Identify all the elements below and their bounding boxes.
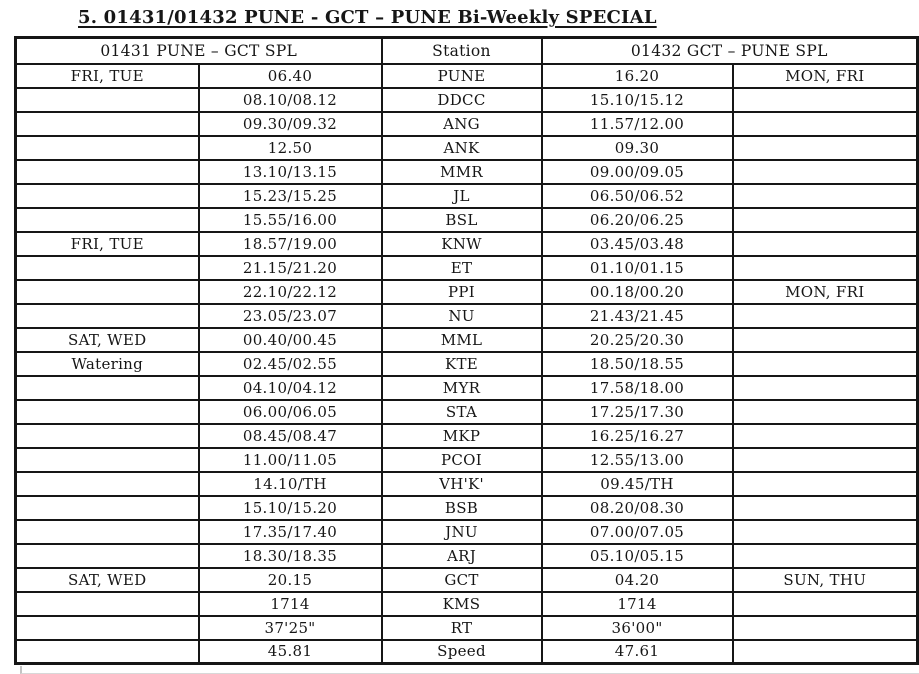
time-up-cell: 06.50/06.52 xyxy=(542,184,733,208)
days-down-cell xyxy=(16,280,199,304)
station-cell: PUNE xyxy=(382,64,542,88)
table-row xyxy=(16,616,918,640)
days-up-cell xyxy=(733,112,918,136)
days-up-cell xyxy=(733,304,918,328)
days-up-cell xyxy=(733,448,918,472)
station-cell: KTE xyxy=(382,352,542,376)
days-down-cell xyxy=(16,256,199,280)
table-row xyxy=(16,400,918,424)
time-up-cell: 09.00/09.05 xyxy=(542,160,733,184)
time-up-cell: 04.20 xyxy=(542,568,733,592)
station-cell: BSL xyxy=(382,208,542,232)
station-cell: STA xyxy=(382,400,542,424)
days-up-cell xyxy=(733,520,918,544)
days-up-cell xyxy=(733,232,918,256)
time-up-cell: 05.10/05.15 xyxy=(542,544,733,568)
days-down-cell xyxy=(16,592,199,616)
time-down-cell: 15.23/15.25 xyxy=(199,184,382,208)
time-down-cell: 08.10/08.12 xyxy=(199,88,382,112)
header-station: Station xyxy=(382,38,542,64)
table-row xyxy=(16,568,918,592)
station-cell: DDCC xyxy=(382,88,542,112)
table-row xyxy=(16,352,918,376)
time-down-cell: 17.35/17.40 xyxy=(199,520,382,544)
days-up-cell xyxy=(733,88,918,112)
station-cell: KNW xyxy=(382,232,542,256)
station-cell: MMR xyxy=(382,160,542,184)
days-up-cell xyxy=(733,400,918,424)
station-cell: VH'K' xyxy=(382,472,542,496)
time-up-cell: 07.00/07.05 xyxy=(542,520,733,544)
station-cell: RT xyxy=(382,616,542,640)
time-down-cell: 09.30/09.32 xyxy=(199,112,382,136)
days-down-cell xyxy=(16,400,199,424)
header-train-up: 01432 GCT – PUNE SPL xyxy=(542,38,918,64)
time-down-cell: 1714 xyxy=(199,592,382,616)
time-down-cell: 06.00/06.05 xyxy=(199,400,382,424)
time-up-cell: 16.20 xyxy=(542,64,733,88)
time-up-cell: 09.30 xyxy=(542,136,733,160)
table-row xyxy=(16,280,918,304)
time-up-cell: 20.25/20.30 xyxy=(542,328,733,352)
station-cell: ARJ xyxy=(382,544,542,568)
days-up-cell xyxy=(733,544,918,568)
time-up-cell: 08.20/08.30 xyxy=(542,496,733,520)
station-cell: NU xyxy=(382,304,542,328)
table-row xyxy=(16,304,918,328)
time-down-cell: 02.45/02.55 xyxy=(199,352,382,376)
time-up-cell: 16.25/16.27 xyxy=(542,424,733,448)
station-cell: PCOI xyxy=(382,448,542,472)
time-down-cell: 15.55/16.00 xyxy=(199,208,382,232)
days-up-cell xyxy=(733,328,918,352)
station-cell: PPI xyxy=(382,280,542,304)
time-down-cell: 12.50 xyxy=(199,136,382,160)
table-row xyxy=(16,472,918,496)
time-up-cell: 18.50/18.55 xyxy=(542,352,733,376)
days-up-cell xyxy=(733,640,918,664)
days-up-cell xyxy=(733,472,918,496)
station-cell: GCT xyxy=(382,568,542,592)
station-cell: JL xyxy=(382,184,542,208)
days-up-cell xyxy=(733,256,918,280)
station-cell: JNU xyxy=(382,520,542,544)
days-down-cell: SAT, WED xyxy=(16,568,199,592)
days-down-cell xyxy=(16,616,199,640)
station-cell: ANK xyxy=(382,136,542,160)
table-row xyxy=(16,184,918,208)
days-up-cell: MON, FRI xyxy=(733,280,918,304)
time-up-cell: 21.43/21.45 xyxy=(542,304,733,328)
time-down-cell: 21.15/21.20 xyxy=(199,256,382,280)
time-down-cell: 06.40 xyxy=(199,64,382,88)
time-up-cell: 11.57/12.00 xyxy=(542,112,733,136)
time-up-cell: 00.18/00.20 xyxy=(542,280,733,304)
days-up-cell xyxy=(733,352,918,376)
table-row xyxy=(16,496,918,520)
days-down-cell: FRI, TUE xyxy=(16,64,199,88)
table-row xyxy=(16,376,918,400)
days-up-cell: SUN, THU xyxy=(733,568,918,592)
table-row xyxy=(16,64,918,88)
time-up-cell: 06.20/06.25 xyxy=(542,208,733,232)
header-row xyxy=(16,38,918,64)
days-down-cell xyxy=(16,640,199,664)
table-row xyxy=(16,112,918,136)
time-up-cell: 01.10/01.15 xyxy=(542,256,733,280)
time-down-cell: 20.15 xyxy=(199,568,382,592)
timetable xyxy=(14,36,919,665)
days-down-cell xyxy=(16,88,199,112)
days-up-cell xyxy=(733,208,918,232)
days-down-cell xyxy=(16,520,199,544)
station-cell: ET xyxy=(382,256,542,280)
days-up-cell xyxy=(733,184,918,208)
time-down-cell: 45.81 xyxy=(199,640,382,664)
time-down-cell: 04.10/04.12 xyxy=(199,376,382,400)
table-row xyxy=(16,640,918,664)
days-down-cell: FRI, TUE xyxy=(16,232,199,256)
days-up-cell: MON, FRI xyxy=(733,64,918,88)
station-cell: BSB xyxy=(382,496,542,520)
days-up-cell xyxy=(733,376,918,400)
days-up-cell xyxy=(733,496,918,520)
time-down-cell: 15.10/15.20 xyxy=(199,496,382,520)
time-down-cell: 14.10/TH xyxy=(199,472,382,496)
time-up-cell: 09.45/TH xyxy=(542,472,733,496)
station-cell: Speed xyxy=(382,640,542,664)
days-down-cell xyxy=(16,496,199,520)
next-table-edge-fragment xyxy=(20,666,919,674)
time-down-cell: 11.00/11.05 xyxy=(199,448,382,472)
station-cell: KMS xyxy=(382,592,542,616)
days-down-cell xyxy=(16,208,199,232)
table-row xyxy=(16,328,918,352)
days-down-cell xyxy=(16,424,199,448)
days-up-cell xyxy=(733,136,918,160)
station-cell: ANG xyxy=(382,112,542,136)
station-cell: MML xyxy=(382,328,542,352)
table-row xyxy=(16,448,918,472)
table-row xyxy=(16,160,918,184)
time-up-cell: 17.25/17.30 xyxy=(542,400,733,424)
header-train-down: 01431 PUNE – GCT SPL xyxy=(16,38,382,64)
time-up-cell: 12.55/13.00 xyxy=(542,448,733,472)
station-cell: MKP xyxy=(382,424,542,448)
time-down-cell: 08.45/08.47 xyxy=(199,424,382,448)
table-row xyxy=(16,136,918,160)
days-down-cell: Watering xyxy=(16,352,199,376)
table-row xyxy=(16,232,918,256)
table-row xyxy=(16,520,918,544)
table-row xyxy=(16,592,918,616)
days-up-cell xyxy=(733,616,918,640)
days-down-cell xyxy=(16,448,199,472)
table-row xyxy=(16,88,918,112)
time-down-cell: 18.30/18.35 xyxy=(199,544,382,568)
days-up-cell xyxy=(733,592,918,616)
days-down-cell xyxy=(16,112,199,136)
time-up-cell: 1714 xyxy=(542,592,733,616)
days-down-cell xyxy=(16,136,199,160)
time-down-cell: 37'25" xyxy=(199,616,382,640)
time-up-cell: 47.61 xyxy=(542,640,733,664)
time-up-cell: 03.45/03.48 xyxy=(542,232,733,256)
time-up-cell: 15.10/15.12 xyxy=(542,88,733,112)
station-cell: MYR xyxy=(382,376,542,400)
time-up-cell: 36'00" xyxy=(542,616,733,640)
table-row xyxy=(16,424,918,448)
days-down-cell xyxy=(16,376,199,400)
time-down-cell: 18.57/19.00 xyxy=(199,232,382,256)
timetable-body xyxy=(16,64,918,664)
time-up-cell: 17.58/18.00 xyxy=(542,376,733,400)
days-down-cell: SAT, WED xyxy=(16,328,199,352)
days-down-cell xyxy=(16,544,199,568)
table-row xyxy=(16,256,918,280)
time-down-cell: 00.40/00.45 xyxy=(199,328,382,352)
time-down-cell: 13.10/13.15 xyxy=(199,160,382,184)
days-up-cell xyxy=(733,160,918,184)
page-title: 5. 01431/01432 PUNE - GCT – PUNE Bi-Weekly SPECIAL xyxy=(78,7,657,28)
table-row xyxy=(16,544,918,568)
table-row xyxy=(16,208,918,232)
days-down-cell xyxy=(16,472,199,496)
days-down-cell xyxy=(16,160,199,184)
days-down-cell xyxy=(16,304,199,328)
days-down-cell xyxy=(16,184,199,208)
time-down-cell: 23.05/23.07 xyxy=(199,304,382,328)
days-up-cell xyxy=(733,424,918,448)
time-down-cell: 22.10/22.12 xyxy=(199,280,382,304)
